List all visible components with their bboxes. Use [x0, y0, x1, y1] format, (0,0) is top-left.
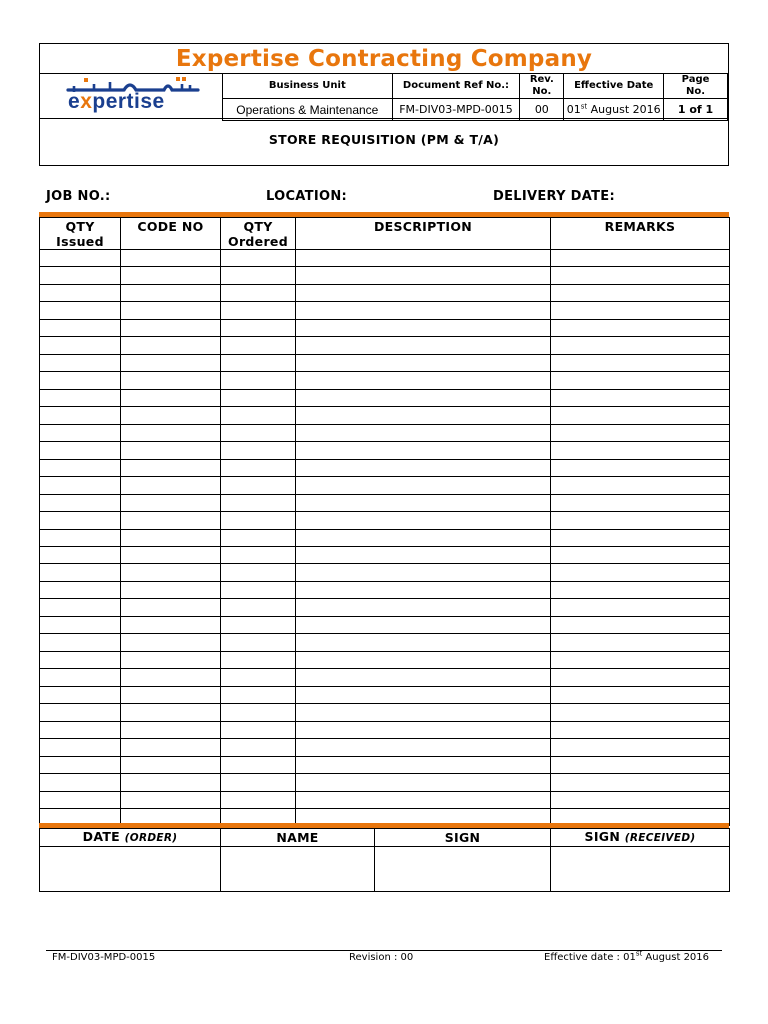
qty-ordered-cell[interactable]: [221, 564, 296, 581]
code-no-cell[interactable]: [121, 616, 221, 633]
qty-issued-cell[interactable]: [40, 721, 121, 738]
code-no-cell[interactable]: [121, 494, 221, 511]
qty-issued-cell[interactable]: [40, 774, 121, 791]
qty-ordered-cell[interactable]: [221, 756, 296, 773]
qty-issued-cell[interactable]: [40, 704, 121, 721]
remarks-cell[interactable]: [551, 267, 730, 284]
qty-issued-cell[interactable]: [40, 546, 121, 563]
business-unit-value: Operations & Maintenance: [223, 99, 393, 121]
description-cell[interactable]: [296, 529, 551, 546]
signature-table: [39, 828, 730, 892]
code-no-cell[interactable]: [121, 599, 221, 616]
qty-issued-cell[interactable]: [40, 529, 121, 546]
remarks-cell[interactable]: [551, 477, 730, 494]
remarks-cell[interactable]: [551, 564, 730, 581]
code-no-cell[interactable]: [121, 354, 221, 371]
qty-ordered-cell[interactable]: [221, 442, 296, 459]
sign-received-field[interactable]: [551, 847, 730, 892]
qty-ordered-cell[interactable]: [221, 721, 296, 738]
doc-ref-label: Document Ref No.:: [392, 74, 520, 99]
code-no-cell[interactable]: [121, 774, 221, 791]
qty-issued-cell[interactable]: [40, 337, 121, 354]
divider: [40, 118, 728, 119]
qty-ordered-cell[interactable]: [221, 250, 296, 267]
col-remarks: REMARKS: [551, 218, 730, 250]
remarks-cell[interactable]: [551, 424, 730, 441]
description-cell[interactable]: [296, 319, 551, 336]
code-no-cell[interactable]: [121, 477, 221, 494]
sign-label: SIGN: [375, 829, 551, 847]
table-row: [40, 512, 730, 529]
col-code-no: CODE NO: [121, 218, 221, 250]
code-no-cell[interactable]: [121, 546, 221, 563]
date-field[interactable]: [40, 847, 221, 892]
code-no-cell[interactable]: [121, 442, 221, 459]
code-no-cell[interactable]: [121, 634, 221, 651]
description-cell[interactable]: [296, 284, 551, 301]
table-row: [40, 319, 730, 336]
qty-ordered-cell[interactable]: [221, 546, 296, 563]
table-row: [40, 791, 730, 808]
remarks-cell[interactable]: [551, 599, 730, 616]
qty-issued-cell[interactable]: [40, 477, 121, 494]
description-cell[interactable]: [296, 634, 551, 651]
business-unit-label: Business Unit: [223, 74, 393, 99]
code-no-cell[interactable]: [121, 407, 221, 424]
table-body: [40, 250, 730, 826]
remarks-cell[interactable]: [551, 739, 730, 756]
description-cell[interactable]: [296, 616, 551, 633]
code-no-cell[interactable]: [121, 581, 221, 598]
table-row: [40, 581, 730, 598]
document-info-table: [222, 73, 728, 121]
qty-issued-cell[interactable]: [40, 616, 121, 633]
table-row: [40, 389, 730, 406]
qty-issued-cell[interactable]: [40, 302, 121, 319]
qty-ordered-cell[interactable]: [221, 529, 296, 546]
description-cell[interactable]: [296, 564, 551, 581]
remarks-cell[interactable]: [551, 721, 730, 738]
description-cell[interactable]: [296, 494, 551, 511]
doc-ref-value: FM-DIV03-MPD-0015: [392, 99, 520, 121]
qty-ordered-cell[interactable]: [221, 337, 296, 354]
qty-issued-cell[interactable]: [40, 442, 121, 459]
remarks-cell[interactable]: [551, 250, 730, 267]
remarks-cell[interactable]: [551, 791, 730, 808]
name-label: NAME: [221, 829, 375, 847]
page-value: 1 of 1: [664, 99, 728, 121]
qty-issued-cell[interactable]: [40, 284, 121, 301]
description-cell[interactable]: [296, 651, 551, 668]
table-row: [40, 651, 730, 668]
code-no-cell[interactable]: [121, 651, 221, 668]
qty-ordered-cell[interactable]: [221, 739, 296, 756]
qty-issued-cell[interactable]: [40, 739, 121, 756]
col-qty-ordered: QTY Ordered: [221, 218, 296, 250]
col-description: DESCRIPTION: [296, 218, 551, 250]
qty-ordered-cell[interactable]: [221, 774, 296, 791]
table-row: [40, 546, 730, 563]
qty-issued-cell[interactable]: [40, 564, 121, 581]
qty-ordered-cell[interactable]: [221, 704, 296, 721]
remarks-cell[interactable]: [551, 669, 730, 686]
code-no-cell[interactable]: [121, 669, 221, 686]
table-row: [40, 424, 730, 441]
qty-issued-cell[interactable]: [40, 267, 121, 284]
qty-issued-cell[interactable]: [40, 791, 121, 808]
code-no-cell[interactable]: [121, 284, 221, 301]
sign-field[interactable]: [375, 847, 551, 892]
description-cell[interactable]: [296, 372, 551, 389]
rev-label: Rev. No.: [520, 74, 564, 99]
qty-ordered-cell[interactable]: [221, 791, 296, 808]
requisition-table: [39, 217, 730, 826]
effective-date-value: 01st August 2016: [564, 99, 664, 121]
date-order-label: DATE (ORDER): [40, 829, 221, 847]
qty-ordered-cell[interactable]: [221, 477, 296, 494]
document-header: [39, 43, 729, 166]
qty-ordered-cell[interactable]: [221, 284, 296, 301]
table-row: [40, 267, 730, 284]
col-qty-issued: QTY Issued: [40, 218, 121, 250]
code-no-cell[interactable]: [121, 564, 221, 581]
table-row: [40, 407, 730, 424]
table-row: [40, 756, 730, 773]
rev-value: 00: [520, 99, 564, 121]
remarks-cell[interactable]: [551, 442, 730, 459]
qty-ordered-cell[interactable]: [221, 651, 296, 668]
table-row: [40, 739, 730, 756]
code-no-cell[interactable]: [121, 302, 221, 319]
footer-doc-ref: FM-DIV03-MPD-0015: [52, 952, 156, 963]
qty-ordered-cell[interactable]: [221, 669, 296, 686]
description-cell[interactable]: [296, 669, 551, 686]
description-cell[interactable]: [296, 581, 551, 598]
qty-issued-cell[interactable]: [40, 581, 121, 598]
table-row: [40, 284, 730, 301]
table-row: [40, 704, 730, 721]
description-cell[interactable]: [296, 477, 551, 494]
description-cell[interactable]: [296, 459, 551, 476]
qty-ordered-cell[interactable]: [221, 581, 296, 598]
table-row: [40, 616, 730, 633]
description-cell[interactable]: [296, 721, 551, 738]
description-cell[interactable]: [296, 442, 551, 459]
table-row: [40, 442, 730, 459]
code-no-cell[interactable]: [121, 704, 221, 721]
remarks-cell[interactable]: [551, 284, 730, 301]
qty-ordered-cell[interactable]: [221, 302, 296, 319]
table-row: [40, 774, 730, 791]
qty-ordered-cell[interactable]: [221, 407, 296, 424]
company-name: Expertise Contracting Company: [175, 46, 593, 72]
code-no-cell[interactable]: [121, 529, 221, 546]
job-no-label: JOB NO.:: [46, 189, 111, 204]
qty-ordered-cell[interactable]: [221, 512, 296, 529]
effective-date-label: Effective Date: [564, 74, 664, 99]
qty-ordered-cell[interactable]: [221, 686, 296, 703]
qty-issued-cell[interactable]: [40, 669, 121, 686]
table-row: [40, 337, 730, 354]
remarks-cell[interactable]: [551, 774, 730, 791]
remarks-cell[interactable]: [551, 494, 730, 511]
code-no-cell[interactable]: [121, 372, 221, 389]
code-no-cell[interactable]: [121, 424, 221, 441]
table-row: [40, 250, 730, 267]
description-cell[interactable]: [296, 546, 551, 563]
qty-ordered-cell[interactable]: [221, 354, 296, 371]
remarks-cell[interactable]: [551, 704, 730, 721]
remarks-cell[interactable]: [551, 529, 730, 546]
qty-ordered-cell[interactable]: [221, 634, 296, 651]
remarks-cell[interactable]: [551, 546, 730, 563]
remarks-cell[interactable]: [551, 337, 730, 354]
remarks-cell[interactable]: [551, 459, 730, 476]
qty-issued-cell[interactable]: [40, 756, 121, 773]
qty-issued-cell[interactable]: [40, 599, 121, 616]
remarks-cell[interactable]: [551, 407, 730, 424]
qty-issued-cell[interactable]: [40, 372, 121, 389]
code-no-cell[interactable]: [121, 512, 221, 529]
description-cell[interactable]: [296, 302, 551, 319]
description-cell[interactable]: [296, 774, 551, 791]
description-cell[interactable]: [296, 599, 551, 616]
logo-wordmark: expertise: [68, 90, 165, 113]
qty-issued-cell[interactable]: [40, 407, 121, 424]
table-row: [40, 372, 730, 389]
remarks-cell[interactable]: [551, 319, 730, 336]
qty-issued-cell[interactable]: [40, 686, 121, 703]
table-row: [40, 494, 730, 511]
description-cell[interactable]: [296, 791, 551, 808]
description-cell[interactable]: [296, 354, 551, 371]
table-row: [40, 477, 730, 494]
qty-ordered-cell[interactable]: [221, 267, 296, 284]
table-row: [40, 634, 730, 651]
qty-ordered-cell[interactable]: [221, 599, 296, 616]
qty-issued-cell[interactable]: [40, 319, 121, 336]
remarks-cell[interactable]: [551, 634, 730, 651]
remarks-cell[interactable]: [551, 512, 730, 529]
description-cell[interactable]: [296, 704, 551, 721]
remarks-cell[interactable]: [551, 581, 730, 598]
qty-issued-cell[interactable]: [40, 459, 121, 476]
code-no-cell[interactable]: [121, 267, 221, 284]
qty-ordered-cell[interactable]: [221, 459, 296, 476]
qty-ordered-cell[interactable]: [221, 494, 296, 511]
remarks-cell[interactable]: [551, 354, 730, 371]
table-row: [40, 564, 730, 581]
table-row: [40, 354, 730, 371]
description-cell[interactable]: [296, 250, 551, 267]
remarks-cell[interactable]: [551, 651, 730, 668]
qty-ordered-cell[interactable]: [221, 372, 296, 389]
table-row: [40, 686, 730, 703]
description-cell[interactable]: [296, 267, 551, 284]
qty-issued-cell[interactable]: [40, 512, 121, 529]
description-cell[interactable]: [296, 512, 551, 529]
qty-issued-cell[interactable]: [40, 634, 121, 651]
qty-issued-cell[interactable]: [40, 651, 121, 668]
table-row: [40, 721, 730, 738]
page-label: Page No.: [664, 74, 728, 99]
remarks-cell[interactable]: [551, 372, 730, 389]
table-row: [40, 599, 730, 616]
code-no-cell[interactable]: [121, 756, 221, 773]
remarks-cell[interactable]: [551, 302, 730, 319]
code-no-cell[interactable]: [121, 459, 221, 476]
code-no-cell[interactable]: [121, 791, 221, 808]
remarks-cell[interactable]: [551, 686, 730, 703]
footer-effective-date: Effective date : 01st August 2016: [544, 949, 710, 963]
qty-ordered-cell[interactable]: [221, 319, 296, 336]
code-no-cell[interactable]: [121, 337, 221, 354]
qty-issued-cell[interactable]: [40, 424, 121, 441]
description-cell[interactable]: [296, 739, 551, 756]
table-row: [40, 529, 730, 546]
code-no-cell[interactable]: [121, 721, 221, 738]
code-no-cell[interactable]: [121, 319, 221, 336]
sign-received-label: SIGN (RECEIVED): [551, 829, 730, 847]
location-label: LOCATION:: [266, 189, 347, 204]
description-cell[interactable]: [296, 756, 551, 773]
qty-ordered-cell[interactable]: [221, 389, 296, 406]
remarks-cell[interactable]: [551, 616, 730, 633]
description-cell[interactable]: [296, 407, 551, 424]
table-row: [40, 459, 730, 476]
table-row: [40, 669, 730, 686]
qty-issued-cell[interactable]: [40, 250, 121, 267]
code-no-cell[interactable]: [121, 250, 221, 267]
qty-ordered-cell[interactable]: [221, 424, 296, 441]
qty-issued-cell[interactable]: [40, 389, 121, 406]
description-cell[interactable]: [296, 337, 551, 354]
code-no-cell[interactable]: [121, 686, 221, 703]
footer-revision: Revision : 00: [349, 952, 414, 963]
company-logo: [40, 73, 222, 119]
code-no-cell[interactable]: [121, 739, 221, 756]
form-title: STORE REQUISITION (PM & T/A): [268, 132, 500, 147]
qty-ordered-cell[interactable]: [221, 616, 296, 633]
description-cell[interactable]: [296, 686, 551, 703]
code-no-cell[interactable]: [121, 389, 221, 406]
footer-divider: [46, 950, 722, 951]
description-cell[interactable]: [296, 424, 551, 441]
table-row: [40, 302, 730, 319]
qty-issued-cell[interactable]: [40, 494, 121, 511]
qty-issued-cell[interactable]: [40, 354, 121, 371]
remarks-cell[interactable]: [551, 389, 730, 406]
delivery-date-label: DELIVERY DATE:: [493, 189, 615, 204]
description-cell[interactable]: [296, 389, 551, 406]
remarks-cell[interactable]: [551, 756, 730, 773]
name-field[interactable]: [221, 847, 375, 892]
